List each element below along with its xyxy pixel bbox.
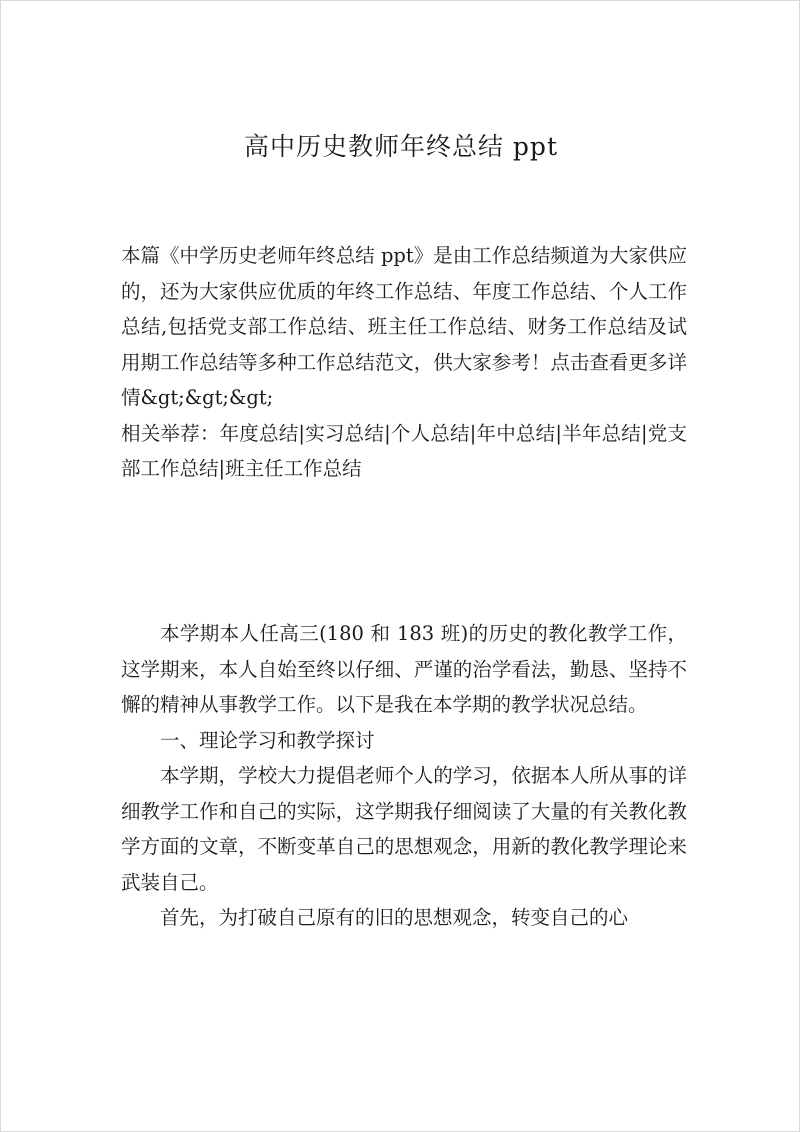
intro-section: [121, 238, 687, 487]
document-title: 高中历史教师年终总结 ppt: [243, 132, 558, 161]
body-paragraph-3: 首先，为打破自己原有的旧的思想观念，转变自己的心: [160, 906, 629, 929]
section-heading-theory-study: 一、理论学习和教学探讨: [160, 728, 375, 752]
intro-paragraph: 本篇《中学历史老师年终总结 ppt》是由工作总结频道为大家供应的，还为大家供应优质的年终工作总结、年度工作总结、个人工作总结,包括党支部工作总结、班主任工作总结、财务工作总结及试用期工作总结等多种工作总结范文，供大家参考！点击查看更多详情&gt;&gt;&gt;: [121, 244, 687, 409]
related-recommendations: 相关举荐：年度总结|实习总结|个人总结|年中总结|半年总结|党支部工作总结|班主任工作总结: [121, 421, 687, 480]
body-section: [121, 616, 687, 936]
body-paragraph-1: 本学期本人任高三(180 和 183 班)的历史的教化教学工作，这学期来，本人自始至终以仔细、严谨的治学看法，勤恳、坚持不懈的精神从事教学工作。以下是我在本学期的教学状况总结。: [121, 622, 687, 716]
body-paragraph-2: 本学期，学校大力提倡老师个人的学习，依据本人所从事的详细教学工作和自己的实际，这学期我仔细阅读了大量的有关教化教学方面的文章，不断变革自己的思想观念，用新的教化教学理论来武装自己。: [121, 764, 687, 894]
